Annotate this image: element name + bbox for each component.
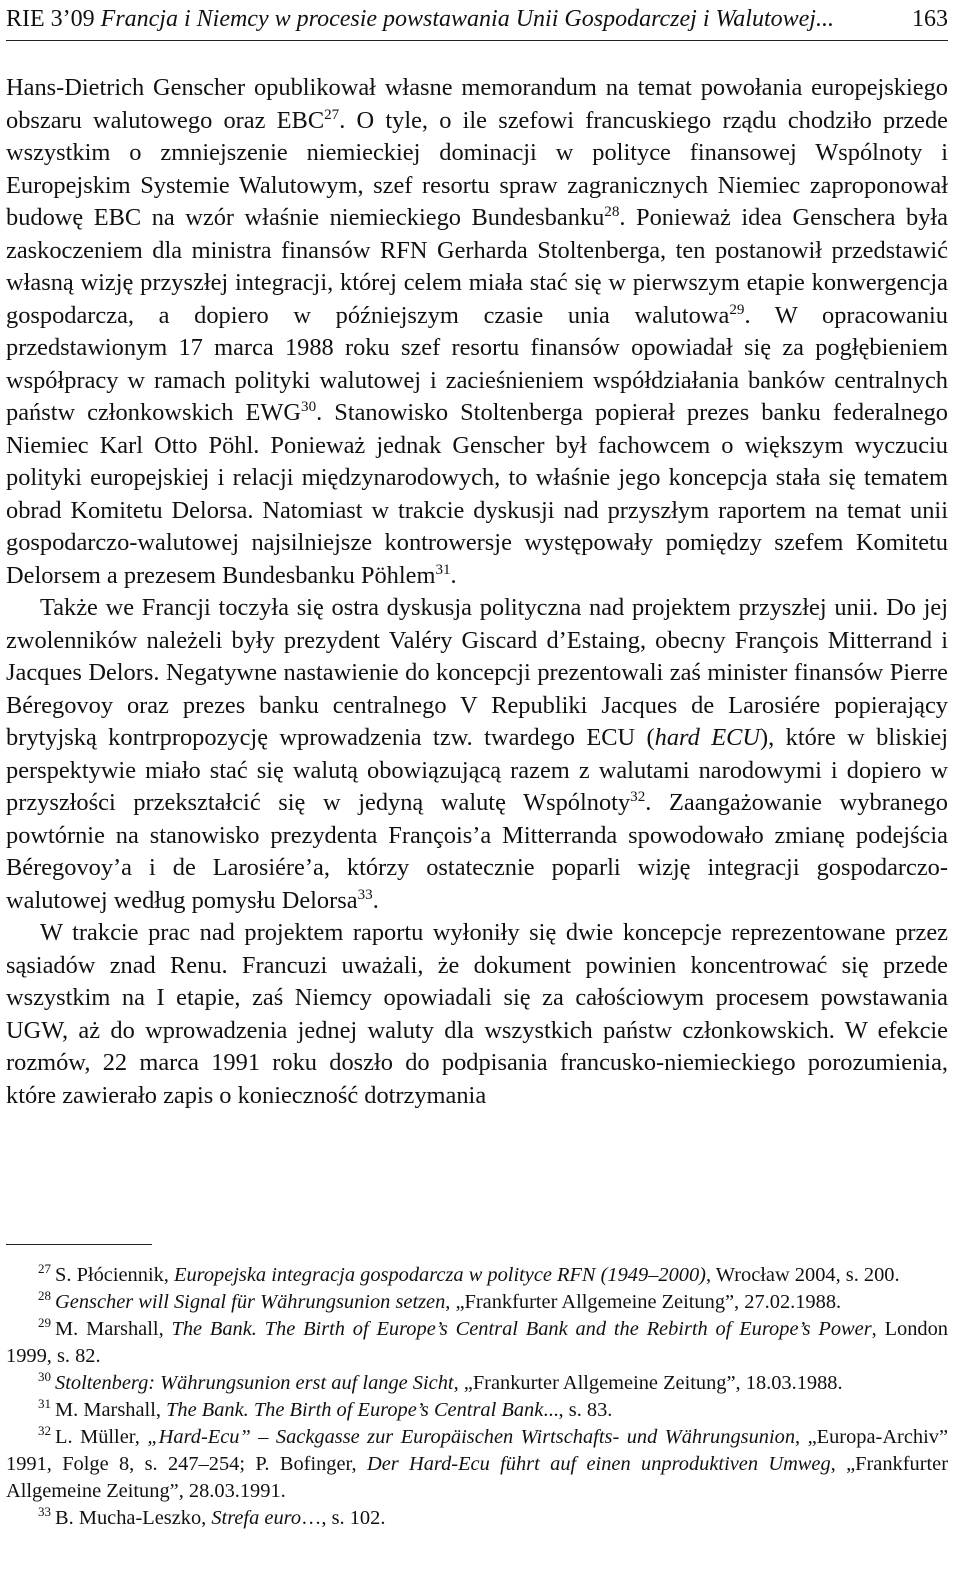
text-run: . Stanowisko Stoltenberga popierał prezes banku federalnego Niemiec Karl Otto Pöhl. Ponieważ jednak Genscher był fachowcem o większym wyczuciu polityki europejskiej i relacji międzynarodowych, to właśnie jego koncepcja stała się tematem obrad Komitetu Delorsa. Natomiast w trakcie dyskusji nad przyszłym raportem na temat unii gospodarczo-walutowej najsilniejsze kontrowersje występowały pomiędzy szefem Komitetu Delorsem a prezesem Bundesbanku Pöhlem: [6, 399, 948, 589]
paragraph-1: [6, 72, 948, 592]
citation-title: Der Hard-Ecu führt auf einen unproduktiven Umweg: [366, 1453, 831, 1475]
footnote-ref-32[interactable]: 32: [630, 788, 646, 805]
text-run: Hans-Dietrich Genscher opublikował własne memorandum na temat powołania europejskiego obszaru walutowego oraz EBC: [6, 74, 948, 134]
text-run: , „Frankurter Allgemeine Zeitung”, 18.03.1988.: [453, 1372, 843, 1394]
footnote-separator: [6, 1244, 152, 1245]
text-run: .: [372, 886, 379, 914]
footnote-number: 27: [38, 1261, 52, 1277]
text-run: , „Frankfurter Allgemeine Zeitung”, 27.02.1988.: [445, 1291, 842, 1313]
text-run: M. Marshall,: [55, 1399, 167, 1421]
text-run: ), które w bliskiej perspektywie miało stać się walutą obowiązującą razem z walutami narodowymi i dopiero w przyszłości przekształcić się w jedyną walutę Wspólnoty: [6, 724, 948, 816]
text-run: Także we Francji toczyła się ostra dyskusja polityczna nad projektem przyszłej unii. Do jej zwolenników należeli były prezydent Valéry Giscard d’Estaing, obecny François Mitterrand i Jacques Delors. Negatywne nastawienie do koncepcji prezentowali zaś minister finansów Pierre Béregovoy oraz prezes banku centralnego V Republiki Jacques de Larosiére popierający brytyjską kontrpropozycję wprowadzenia tzw. twardego ECU (: [6, 594, 948, 751]
footnote-28: [6, 1289, 948, 1316]
text-run: , „Europa-Archiv” 1991, Folge 8, s. 247–254; P. Bofinger,: [6, 1426, 948, 1475]
footnote-ref-27[interactable]: 27: [324, 106, 340, 123]
citation-title: „Hard-Ecu” – Sackgasse zur Europäischen Wirtschafts- und Währungsunion: [147, 1426, 796, 1448]
italic-term: hard ECU: [654, 724, 760, 751]
text-run: ..., s. 83.: [543, 1399, 613, 1421]
paragraph-2: [6, 592, 948, 917]
citation-title: Strefa euro: [211, 1507, 302, 1529]
citation-title: Genscher will Signal für Währungsunion setzen: [55, 1291, 446, 1313]
footnote-32: [6, 1424, 948, 1505]
main-text: [6, 72, 948, 1112]
citation-title: Europejska integracja gospodarcza w polityce RFN (1949–2000): [174, 1264, 706, 1286]
text-run: .: [450, 561, 457, 589]
header-title: [6, 2, 834, 36]
footnote-ref-29[interactable]: 29: [729, 301, 745, 318]
text-run: M. Marshall,: [55, 1318, 172, 1340]
footnote-number: 28: [38, 1288, 52, 1304]
text-run: B. Mucha-Leszko,: [55, 1507, 212, 1529]
footnote-ref-33[interactable]: 33: [357, 886, 373, 903]
footnote-ref-30[interactable]: 30: [301, 398, 317, 415]
text-run: , London 1999, s. 82.: [6, 1318, 948, 1367]
page-number: 163: [912, 6, 948, 32]
text-run: . W opracowaniu przedstawionym 17 marca 1988 roku szef resortu finansów opowiadał się za pogłębieniem współpracy w ramach polityki walutowej i zacieśnieniem współdziałania banków centralnych państw członkowskich EWG: [6, 301, 948, 426]
footnotes: [6, 1262, 948, 1532]
footnote-number: 31: [38, 1396, 52, 1412]
footnote-29: [6, 1316, 948, 1370]
running-header: [6, 0, 948, 41]
journal-name: RIE 3’09: [6, 6, 95, 32]
text-run: L. Müller,: [55, 1426, 148, 1448]
footnote-number: 30: [38, 1369, 52, 1385]
citation-title: Stoltenberg: Währungsunion erst auf lange Sicht: [55, 1372, 454, 1394]
footnote-ref-31[interactable]: 31: [435, 561, 451, 578]
citation-title: The Bank. The Birth of Europe’s Central Bank and the Rebirth of Europe’s Power: [171, 1318, 872, 1340]
footnote-ref-28[interactable]: 28: [604, 203, 620, 220]
text-run: S. Płóciennik,: [55, 1264, 174, 1286]
footnote-31: [6, 1397, 948, 1424]
text-run: , „Frankfurter Allgemeine Zeitung”, 28.03.1991.: [6, 1453, 949, 1502]
footnote-number: 33: [38, 1504, 52, 1520]
text-run: . Ponieważ idea Genschera była zaskoczeniem dla ministra finansów RFN Gerharda Stoltenberga, ten postanowił przedstawić własną wizję przyszłej integracji, której celem miała stać się w pierwszym etapie konwergencja gospodarcza, a dopiero w późniejszym czasie unia walutowa: [6, 204, 948, 329]
paragraph-3: W trakcie prac nad projektem raportu wyłoniły się dwie koncepcje reprezentowane przez sąsiadów znad Renu. Francuzi uważali, że dokument powinien koncentrować się przede wszystkim na I etapie, zaś Niemcy opowiadali się za całościowym procesem powstawania UGW, aż do wprowadzenia jednej waluty dla wszystkich państw członkowskich. W efekcie rozmów, 22 marca 1991 roku doszło do podpisania francusko-niemieckiego porozumienia, które zawierało zapis o konieczność dotrzymania: [6, 919, 948, 1109]
footnote-number: 32: [38, 1423, 52, 1439]
footnote-27: [6, 1262, 948, 1289]
text-run: , Wrocław 2004, s. 200.: [705, 1264, 900, 1286]
footnote-30: [6, 1370, 948, 1397]
text-run: . O tyle, o ile szefowi francuskiego rządu chodziło przede wszystkim o zmniejszenie niemieckiej dominacji w polityce finansowej Wspólnoty i Europejskim Systemie Walutowym, szef resortu spraw zagranicznych Niemiec zaproponował budowę EBC na wzór właśnie niemieckiego Bundesbanku: [6, 106, 949, 231]
section-title: Francja i Niemcy w procesie powstawania Unii Gospodarczej i Walutowej...: [100, 6, 834, 32]
text-run: …, s. 102.: [301, 1507, 386, 1529]
footnote-33: [6, 1505, 948, 1532]
text-run: . Zaangażowanie wybranego powtórnie na stanowisko prezydenta François’a Mitterranda spowodowało zmianę podejścia Béregovoy’a i de Larosiére’a, którzy ostatecznie poparli wizję integracji gospodarczo-walutowej według pomysłu Delorsa: [6, 789, 948, 914]
citation-title: The Bank. The Birth of Europe’s Central Bank: [166, 1399, 544, 1421]
footnote-number: 29: [38, 1315, 52, 1331]
